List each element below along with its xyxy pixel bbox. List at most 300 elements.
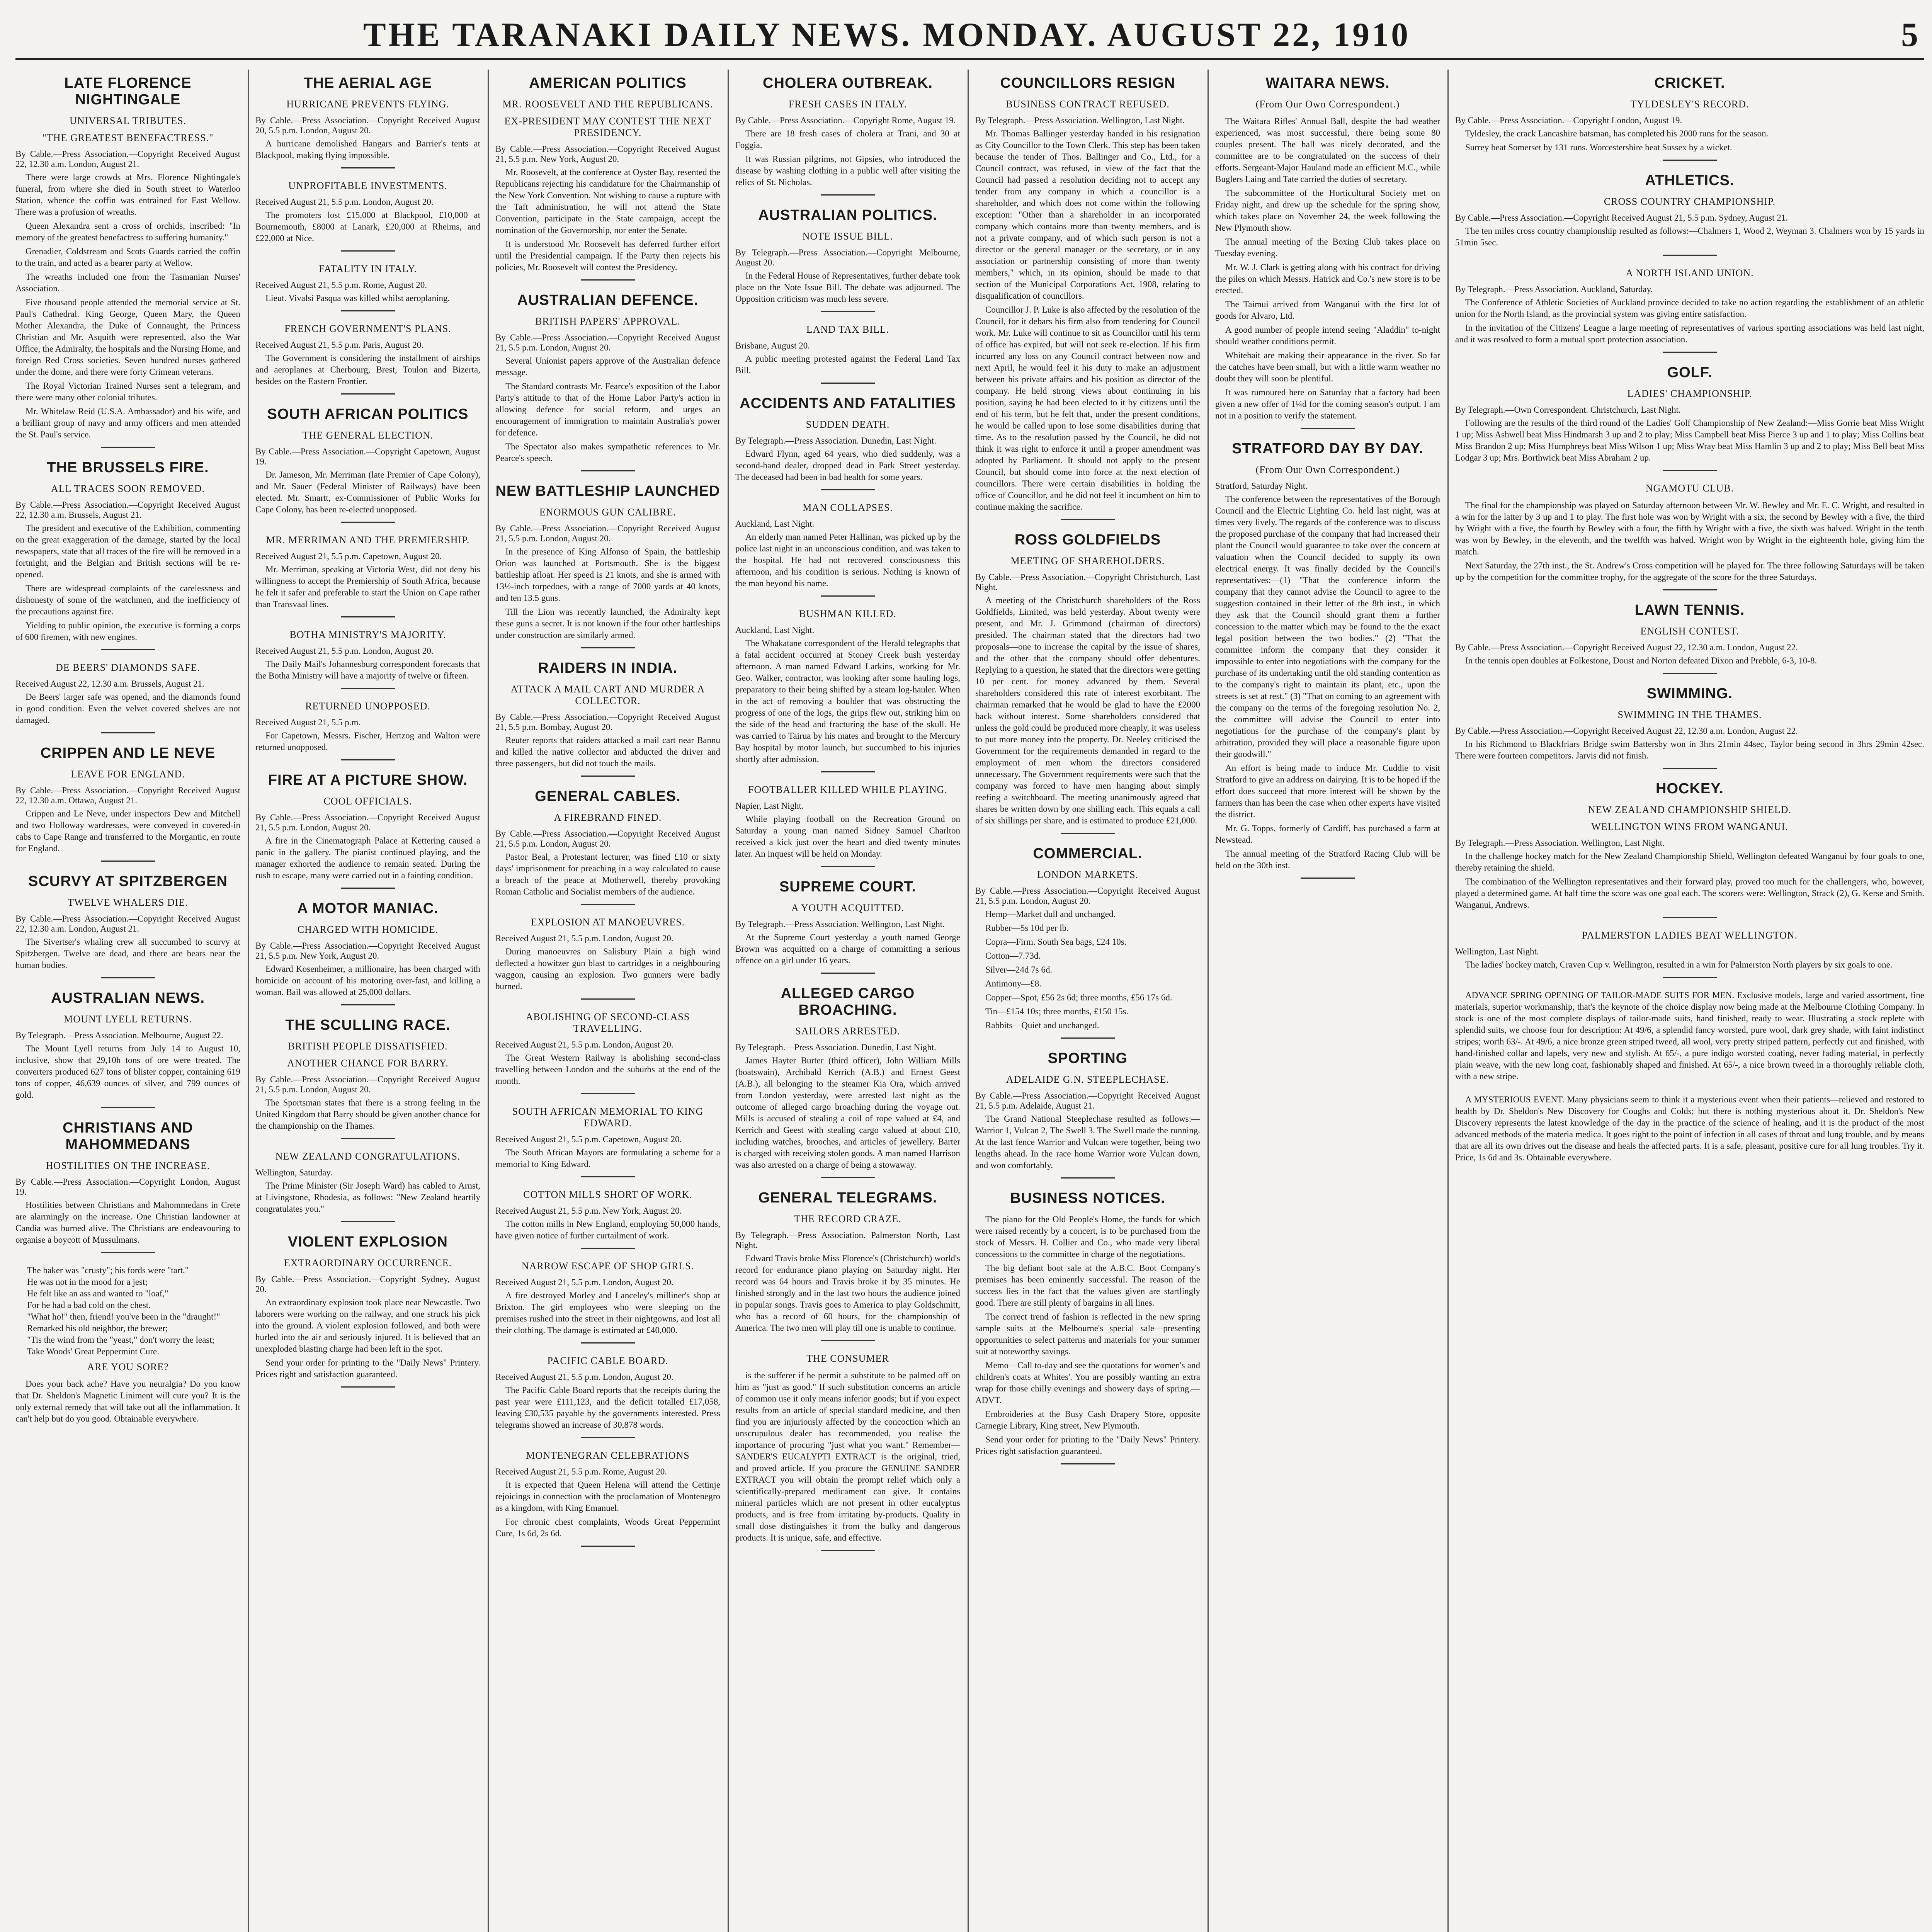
section-rule (341, 616, 395, 617)
paragraph: Mr. W. J. Clark is getting along with his contract for driving the piles on which Messrs. Hatrick and Co.'s new store is to be erected. (1215, 262, 1440, 295)
subheading: DE BEERS' DIAMONDS SAFE. (56, 662, 200, 673)
headline: WAITARA NEWS. (1265, 75, 1390, 91)
column-2 (255, 70, 480, 1932)
story (1455, 364, 1924, 471)
subheading: MOUNT LYELL RETURNS. (64, 1014, 192, 1025)
paragraph: At the Supreme Court yesterday a youth named George Brown was acquitted on a charge of committing a serious offence on a girl under 16 years. (735, 932, 960, 965)
headline: GOLF. (1667, 364, 1713, 381)
story (975, 532, 1200, 834)
subheading: MONTENEGRAN CELEBRATIONS (526, 1450, 690, 1461)
section-rule (581, 279, 635, 281)
story (1455, 267, 1924, 353)
section-rule (821, 311, 875, 312)
dateline: Received August 21, 5.5 p.m. Rome, August 20. (495, 1467, 667, 1476)
subheading: MEETING OF SHAREHOLDERS. (1010, 555, 1165, 566)
verse-line: For he had a bad cold on the chest. (27, 1300, 151, 1310)
subheading: ANOTHER CHANCE FOR BARRY. (287, 1058, 449, 1069)
subheading: ATTACK A MAIL CART AND MURDER A COLLECTOR. (510, 684, 705, 706)
story (975, 1190, 1200, 1464)
section-rule (581, 904, 635, 905)
paragraph: An extraordinary explosion took place near Newcastle. Two laborers were working on the railway, and one struck his pick into the ground. A violent explosion followed, and both were hurled into the air and seriously injured. It is believed that an unexploded blasting charge had been left in the spot. (255, 1298, 480, 1354)
column-6 (1215, 70, 1440, 1932)
subheading: PACIFIC CABLE BOARD. (547, 1355, 668, 1366)
paragraph: Copra—Firm. South Sea bags, £24 10s. (985, 937, 1127, 947)
section-rule (821, 1340, 875, 1341)
subheading: UNPROFITABLE INVESTMENTS. (288, 180, 447, 191)
section-rule (341, 1138, 395, 1139)
paragraph: The big defiant boot sale at the A.B.C. Boot Company's premises has been eminently successful. The reason of the success lies in the fact that the values given are startlingly good. There are still plenty of bargains in all lines. (975, 1263, 1200, 1308)
subheading: CHARGED WITH HOMICIDE. (297, 924, 439, 935)
section-rule (581, 1248, 635, 1249)
paragraph: The Spectator also makes sympathetic references to Mr. Pearce's speech. (495, 442, 720, 463)
section-rule (1663, 352, 1717, 353)
paragraph: Edward Kosenheimer, a millionaire, has been charged with homicide on account of his motoring over-fast, and killing a woman. Bail was allowed at 25,000 dollars. (255, 964, 480, 997)
headline: BUSINESS NOTICES. (1010, 1190, 1165, 1206)
section-rule (101, 861, 155, 862)
subheading: HURRICANE PREVENTS FLYING. (286, 99, 449, 110)
section-rule (1663, 917, 1717, 918)
story (255, 406, 480, 523)
section-rule (1663, 589, 1717, 590)
story (1455, 781, 1924, 918)
story (735, 1353, 960, 1551)
section-rule (1301, 428, 1355, 429)
paragraph: During manoeuvres on Salisbury Plain a high wind deflected a howitzer gun blast to cartridges in a neighbouring waggon, causing an explosion. Two gunners were badly burned. (495, 947, 720, 991)
dateline: By Cable.—Press Association.—Copyright Received August 22, 12.30 a.m. London, August 21. (15, 914, 240, 934)
headline: SWIMMING. (1646, 685, 1733, 702)
paragraph: The Prime Minister (Sir Joseph Ward) has cabled to Arnst, at Livingstone, Rhodesia, as follows: "New Zealand heartily congratulates you." (255, 1181, 480, 1214)
headline: CRICKET. (1654, 75, 1725, 91)
dateline: By Cable.—Press Association.—Copyright Rome, August 19. (735, 116, 956, 125)
paragraph: For chronic chest complaints, Woods Great Peppermint Cure, 1s 6d, 2s 6d. (495, 1517, 720, 1538)
paragraph: Mr. Roosevelt, at the conference at Oyster Bay, resented the Republicans rejecting his candidature for the Chairmanship of the New York Convention. Not wishing to cause a rupture with the Taft administration, he will not attend the State Convention, participate in the State campaign, accept the nomination of the Governorship, nor enter the Senate. (495, 167, 720, 235)
paragraph: Tin—£154 10s; three months, £150 15s. (985, 1007, 1129, 1016)
story (1455, 75, 1924, 161)
dateline: By Cable.—Press Association.—Copyright Received August 21, 5.5 p.m. London, August 20. (975, 886, 1200, 906)
paragraph: An effort is being made to induce Mr. Cuddie to visit Stratford to give an address on dairying. It is to be hoped if the effort does succeed that more interest will be shown by the farmers than has been the case when other experts have visited the district. (1215, 763, 1440, 819)
dateline: By Telegraph.—Press Association. Wellington, Last Night. (735, 919, 945, 929)
section-rule (581, 1342, 635, 1344)
subheading: NARROW ESCAPE OF SHOP GIRLS. (521, 1260, 694, 1272)
paragraph: The Great Western Railway is abolishing second-class travelling between London and the suburbs at the end of the month. (495, 1053, 720, 1086)
verse-line: He was not in the mood for a jest; (27, 1277, 148, 1287)
dateline: By Telegraph.—Press Association. Dunedin, Last Night. (735, 436, 936, 446)
subheading: SWIMMING IN THE THAMES. (1617, 709, 1762, 720)
subheading: LONDON MARKETS. (1037, 869, 1138, 880)
subheading: LEAVE FOR ENGLAND. (71, 769, 185, 780)
paragraph: The promoters lost £15,000 at Blackpool, £10,000 at Bournemouth, £8000 at Lanark, £20,000 at Rheims, and £22,000 at Nice. (255, 210, 480, 243)
dateline: Received August 22, 12.30 a.m. Brussels, August 21. (15, 679, 204, 689)
paragraph: The Royal Victorian Trained Nurses sent a telegram, and there were many other colonial tributes. (15, 381, 240, 402)
headline: ROSS GOLDFIELDS (1014, 532, 1161, 548)
dateline: By Cable.—Press Association.—Copyright Received August 21, 5.5 p.m. London, August 20. (255, 1075, 480, 1094)
dateline: By Cable.—Press Association.—Copyright London, August 19. (15, 1177, 240, 1197)
story (1215, 440, 1440, 879)
advert-text: ADVANCE SPRING OPENING OF TAILOR-MADE SUITS FOR MEN. Exclusive models, large and varied assortment, fine materials, superior workmanship, that's the keynote of the choice display now being made at the Melbourne Clothing Company. In stock is one of the most complete displays of tailor-made suits, hand finished, ready to wear. Illustrating a stock replete with splendid suits, we choose four for description: At 49/6, a splendid fancy worsted, pure wool, dark grey shade, with faint indistinct stripes; worth 63/-. At 49/6, a nice bronze green striped tweed, all wool, very pretty striped pattern, perfectly cut and finished, with hand-finished collar and lapels, very new and stylish. At 65/-, a pure indigo worsted coating, never fading material, in perfectly plain weave, with the new long coat, fashionably shaped and finished. At 65/-, a nice brown tweed in a thoroughly reliable cloth, with a new stripe. (1455, 990, 1924, 1081)
story (735, 608, 960, 772)
paragraph: Several Unionist papers approve of the Australian defence message. (495, 356, 720, 377)
section-rule (341, 310, 395, 311)
dateline: By Telegraph.—Press Association. Auckland, Saturday. (1455, 284, 1653, 294)
paragraph: Reuter reports that raiders attacked a mail cart near Bannu and killed the native collector and abducted the driver and three passengers, but did not touch the mails. (495, 735, 720, 768)
paragraph: A public meeting protested against the Federal Land Tax Bill. (735, 354, 960, 375)
subheading: EXPLOSION AT MANOEUVRES. (531, 917, 685, 928)
paragraph: Till the Lion was recently launched, the Admiralty kept these guns a secret. It is not known if the four other battleships under construction are similarly armed. (495, 607, 720, 640)
dateline: Received August 21, 5.5 p.m. London, August 20. (255, 197, 434, 207)
paragraph: It is understood Mr. Roosevelt has deferred further effort until the Presidential campaign. If the Party then rejects his policies, Mr. Roosevelt will contest the Presidency. (495, 239, 720, 272)
section-rule (821, 194, 875, 196)
column-rule (488, 70, 489, 1932)
headline: THE SCULLING RACE. (285, 1017, 451, 1033)
paragraph: The wreaths included one from the Tasmanian Nurses' Association. (15, 272, 240, 293)
dateline: By Cable.—Press Association.—Copyright Received August 21, 5.5 p.m. New York, August 20. (495, 144, 720, 164)
paragraph: A fire destroyed Morley and Lanceley's milliner's shop at Brixton. The girl employees who were sleeping on the premises rushed into the street in their nightgowns, and lost all their clothing. The damage is estimated at £40,000. (495, 1291, 720, 1335)
subheading: ALL TRACES SOON REMOVED. (51, 483, 205, 494)
section-rule (341, 393, 395, 395)
paragraph: A good number of people intend seeing "Aladdin" to-night should weather conditions permit. (1215, 325, 1440, 346)
story (735, 324, 960, 384)
paragraph: The Conference of Athletic Societies of Auckland province decided to take no action regarding the establishment of an athletic union for the North Island, as the provincial system was giving entire satisfaction. (1455, 298, 1924, 319)
subheading: MR. ROOSEVELT AND THE REPUBLICANS. (502, 99, 713, 110)
section-rule (1061, 1463, 1115, 1464)
headline: CRIPPEN AND LE NEVE (40, 745, 216, 761)
dateline: Wellington, Last Night. (1455, 947, 1539, 956)
subheading: (From Our Own Correspondent.) (1255, 99, 1400, 110)
section-rule (341, 1221, 395, 1222)
section-rule (821, 866, 875, 867)
paragraph: Mr. G. Topps, formerly of Cardiff, has purchased a farm at Newstead. (1215, 823, 1440, 845)
dateline: By Cable.—Press Association.—Copyright Received August 21, 5.5 p.m. London, August 20. (495, 524, 720, 543)
subheading: SAILORS ARRESTED. (795, 1026, 900, 1037)
story (495, 75, 720, 281)
section-rule (1061, 833, 1115, 834)
paragraph: The annual meeting of the Stratford Racing Club will be held on the 30th inst. (1215, 849, 1440, 870)
section-rule (581, 647, 635, 648)
dateline: Brisbane, August 20. (735, 341, 810, 350)
story (255, 772, 480, 889)
paragraph: A meeting of the Christchurch shareholders of the Ross Goldfields, Limited, was held yesterday. About twenty were present, and Mr. J. Grimmond (chairman of directors) presided. The chairman stated that the directors had two proposals—one to increase the capital by the issue of shares, and the other that the company should offer debentures. Replying to a question, he stated that the directors were getting 10 per cent. for money advanced by them. Several shareholders considered this rate of interest exorbitant. The chairman remarked that he would be glad to have the £2000 back without interest. Some shareholders considered that unless the gold could be produced more cheaply, it was useless to put more money into the property. Dr. Neeley criticised the Government for the requirements demanded in regard to the employment of men whom the directors considered unnecessary. The Government requirements were such that the company was forced to have men hanging about simply reefing a switchboard. The meeting unanimously agreed that shares be written down by one shilling each. This equals a call of six shillings per share, and is estimated to produce £21,000. (975, 595, 1200, 825)
paragraph: The president and executive of the Exhibition, commenting on the great exaggeration of the damage, started by the local newspapers, state that all traces of the fire will be removed in a fortnight, and the Belgian and British sections will be re-opened. (15, 523, 240, 579)
paragraph: It is expected that Queen Helena will attend the Cettinje rejoicings in connection with the proclamation of Montenegro as a kingdom, with King Emanuel. (495, 1480, 720, 1513)
paragraph: Pastor Beal, a Protestant lecturer, was fined £10 or sixty days' imprisonment for preaching in a way calculated to cause a breach of the peace at Motherwell, thereby provoking Roman Catholic and Socialist members of the audience. (495, 852, 720, 896)
subheading: ENORMOUS GUN CALIBRE. (539, 507, 676, 518)
headline: THE BRUSSELS FIRE. (47, 459, 209, 476)
story (495, 1011, 720, 1094)
paragraph: There are 18 fresh cases of cholera at Trani, and 30 at Foggia. (735, 129, 960, 150)
dateline: By Cable.—Press Association.—Copyright Received August 21, 5.5 p.m. Bombay, August 20. (495, 712, 720, 732)
headline: CHOLERA OUTBREAK. (763, 75, 933, 91)
subheading: A NORTH ISLAND UNION. (1626, 267, 1754, 279)
paragraph: Grenadier, Coldstream and Scots Guards carried the coffin to the train, and acted as a bearer party at Wellow. (15, 247, 240, 268)
paragraph: Memo—Call to-day and see the quotations for women's and children's coats at Whites'. You are possibly wanting an extra wrap for those chilly evenings and showery days of spring.—ADVT. (975, 1361, 1200, 1405)
story (1455, 930, 1924, 978)
paragraph: The Mount Lyell returns from July 14 to August 10, inclusive, show that 29,10h tons of ore were treated. The converters produced 627 tons of blister copper, containing 619 tons of copper, 46,639 ounces of silver, and 799 ounces of gold. (15, 1044, 240, 1100)
section-rule (1663, 673, 1717, 674)
headline: STRATFORD DAY BY DAY. (1232, 440, 1423, 457)
story (1455, 172, 1924, 256)
dateline: By Telegraph.—Own Correspondent. Christchurch, Last Night. (1455, 405, 1681, 415)
paragraph: Mr. Whitelaw Reid (U.S.A. Ambassador) and his wife, and a brilliant group of navy and army officers and men attended the St. Paul's service. (15, 406, 240, 439)
dateline: By Telegraph.—Press Association.—Copyright Melbourne, August 20. (735, 248, 960, 267)
dateline: By Cable.—Press Association.—Copyright Received August 21, 5.5 p.m. New York, August 20. (255, 941, 480, 961)
subheading: TYLDESLEY'S RECORD. (1630, 99, 1749, 110)
story (495, 788, 720, 905)
section-rule (341, 167, 395, 168)
dateline: By Cable.—Press Association.—Copyright Received August 20, 5.5 p.m. London, August 20. (255, 116, 480, 135)
section-rule (821, 489, 875, 490)
story (1215, 75, 1440, 429)
section-rule (581, 1546, 635, 1547)
subheading: LADIES' CHAMPIONSHIP. (1627, 388, 1752, 399)
subheading: SUDDEN DEATH. (806, 419, 890, 430)
section-rule (821, 1550, 875, 1551)
paragraph: The ten miles cross country championship resulted as follows:—Chalmers 1, Wood 2, Weyman 3. Chalmers won by 15 yards in 51min 5sec. (1455, 226, 1924, 247)
headline: A MOTOR MANIAC. (297, 900, 439, 917)
subheading: BRITISH PEOPLE DISSATISFIED. (288, 1041, 448, 1052)
paragraph: The Sivertser's whaling crew all succumbed to scurvy at Spitzbergen. Twelve are dead, and there are bears near the human bodies. (15, 937, 240, 970)
column-rule (1447, 70, 1449, 1932)
paragraph: The Government is considering the installment of airships and aeroplanes at Cherbourg, Brest, Toulon and Bizerta, besides on the Eastern Frontier. (255, 353, 480, 386)
section-rule (1663, 768, 1717, 769)
section-rule (341, 1004, 395, 1005)
headline: CHRISTIANS AND MAHOMMEDANS (63, 1120, 193, 1153)
paragraph: The piano for the Old People's Home, the funds for which were raised recently by a concert, is to be purchased from the stock of Messrs. H. Collier and Co., who made very liberal concessions to the committee in charge of the negotiations. (975, 1214, 1200, 1259)
subheading: PALMERSTON LADIES BEAT WELLINGTON. (1582, 930, 1798, 941)
headline: GENERAL CABLES. (535, 788, 681, 804)
section-rule (1663, 160, 1717, 161)
paragraph: A hurricane demolished Hangars and Barrier's tents at Blackpool, making flying impossible. (255, 139, 480, 160)
page-number: 5 (1901, 16, 1920, 54)
paragraph: In the tennis open doubles at Folkestone, Doust and Norton defeated Dixon and Prebble, 6-3, 10-8. (1465, 656, 1817, 665)
story (495, 1106, 720, 1177)
paragraph: Hostilities between Christians and Mahommedans in Crete are alarmingly on the increase. One Christian landowner at Candia was burned alive. The Christians are endeavouring to organise a boycott of Mussulmans. (15, 1200, 240, 1245)
story (975, 1050, 1200, 1179)
paragraph: The correct trend of fashion is reflected in the new spring sample suits at the Melbourne's special sale—presenting opportunities to select patterns and materials for your summer suit at noteworthy savings. (975, 1312, 1200, 1356)
subheading: MAN COLLAPSES. (803, 502, 893, 513)
subheading: BUSINESS CONTRACT REFUSED. (1006, 99, 1170, 110)
subheading: FOOTBALLER KILLED WHILE PLAYING. (748, 784, 947, 795)
section-rule (101, 447, 155, 448)
section-rule (341, 759, 395, 760)
paragraph: Rabbits—Quiet and unchanged. (985, 1020, 1099, 1030)
paragraph: It was Russian pilgrims, not Gipsies, who introduced the disease by washing clothing in a public well after visiting the relics of St. Nicholas. (735, 154, 960, 187)
paragraph: is the sufferer if he permit a substitute to be palmed off on him as "just as good." If such substitution concerns an article of common use it only means inferior goods; but if you expect results from an article of special standard medicine, and then find you are injuriously affected by the concoction which an unscrupulous dealer has recommended, you realise the importance of procuring "just what you want." Remember—SANDER'S EUCALYPTI EXTRACT is the original, tried, and proved article. If you procure the GENUINE SANDER EXTRACT you will obtain the prompt relief which only a scientifically-prepared medicament can give. It contains mineral particles which are not present in other eucalyptus products, and is free from irritating by-products. Quality in small dose distinguishes it from the bulky and dangerous products. It is unique, safe, and effective. (735, 1371, 960, 1543)
subheading: A FIREBRAND FINED. (554, 812, 662, 823)
headline: HOCKEY. (1656, 781, 1724, 797)
paragraph: Following are the results of the third round of the Ladies' Golf Championship of New Zealand:—Miss Gorrie beat Miss Wright 1 up; Miss Ashwell beat Miss Hindmarsh 3 up and 2 to play; Miss Campbell beat Miss Pierce 3 up and 1 to play; Miss Collins beat Miss Brandon 2 up; Miss Humphreys beat Miss Wilson 1 up; Miss Wray beat Miss Hamlin 3 up and 2 to play; Miss Bell beat Miss Lodgar 3 up; Mrs. Borthwick beat Miss Abraham 2 up. (1455, 418, 1924, 463)
dateline: Received August 21, 5.5 p.m. Capetown, August 20. (255, 551, 442, 561)
dateline: Received August 21, 5.5 p.m. (255, 718, 361, 727)
subheading: BRITISH PAPERS' APPROVAL. (535, 316, 680, 327)
subheading: MR. MERRIMAN AND THE PREMIERSHIP. (266, 534, 470, 546)
verse-line: He felt like an ass and wanted to "loaf," (27, 1289, 168, 1298)
subheading: WELLINGTON WINS FROM WANGANUI. (1591, 821, 1788, 832)
subheading: HOSTILITIES ON THE INCREASE. (46, 1160, 210, 1171)
paragraph: In the Federal House of Representatives, further debate took place on the Note Issue Bill. The debate was adjourned. The Opposition criticism was much less severe. (735, 271, 960, 304)
headline: COUNCILLORS RESIGN (1000, 75, 1175, 91)
headline: FIRE AT A PICTURE SHOW. (268, 772, 468, 788)
story (495, 1189, 720, 1249)
paragraph: Cotton—7.73d. (985, 951, 1041, 961)
paragraph: The Whakatane correspondent of the Herald telegraphs that a fatal accident occurred at Stoney Creek bush yesterday afternoon. A man named Edward Larkins, working for Mr. Geo. Walker, contractor, was looking after some hauling logs, preparatory to their being shifted by a steam log-hauler. When in the act of removing a boulder that was obstructing the progress of one of the logs, the grips flew out, striking him on the side of the head and fracturing the base of the skull. He was carried to Tairua by his mates and brought to the Mercury Bay hospital by motor launch, but succumbed to his injuries shortly after admission. (735, 638, 960, 764)
paragraph: Mr. Thomas Ballinger yesterday handed in his resignation as City Councillor to the Town Clerk. This step has been taken because the tender of Thos. Ballinger and Co., Ltd., for a Council contract, was refused, in view of the fact that the Council had passed a resolution deciding not to accept any tender from any company in which a councillor is a shareholder, and which does not come within the following exception: "Other than a shareholder in an incorporated company which contains more than twenty members, and is not a private company, and of which such person is not a director or the general manager or the secretary, or in any association or partnership consisting of more than twenty members," which, in its opinion, should be made to that section of the Municipal Corporations Act, 1908, relating to disqualification of councillors. (975, 129, 1200, 301)
dateline: By Cable.—Press Association.—Copyright Sydney, August 20. (255, 1274, 480, 1294)
subheading: SOUTH AFRICAN MEMORIAL TO KING EDWARD. (512, 1106, 704, 1129)
paragraph: Yielding to public opinion, the executive is forming a corps of 600 firemen, with new engines. (15, 621, 240, 642)
advert (1455, 1094, 1924, 1163)
paragraph: De Beers' larger safe was opened, and the diamonds found in good condition. Even the velvet covered shelves are not damaged. (15, 692, 240, 725)
paragraph: Antimony—£8. (985, 979, 1042, 988)
subheading: NEW ZEALAND CONGRATULATIONS. (275, 1151, 461, 1162)
section-rule (101, 1107, 155, 1108)
verse-line: The baker was "crusty"; his fords were "tart." (27, 1265, 189, 1275)
dateline: Received August 21, 5.5 p.m. Rome, August 20. (255, 280, 427, 290)
section-rule (581, 470, 635, 471)
story (495, 1450, 720, 1547)
story (975, 75, 1200, 520)
dateline: By Cable.—Press Association.—Copyright Received August 22, 12.30 a.m. Brussels, August 21. (15, 500, 240, 520)
story (735, 879, 960, 974)
subheading: ABOLISHING OF SECOND-CLASS TRAVELLING. (526, 1011, 690, 1034)
paragraph: The ladies' hockey match, Craven Cup v. Wellington, resulted in a win for Palmerston North players by six goals to one. (1465, 960, 1893, 969)
column-rule (1208, 70, 1209, 1932)
story (15, 459, 240, 650)
paragraph: The Grand National Steeplechase resulted as follows:—Warrior 1, Vulcan 2, The Swell 3. The Swell made the running. At the last fence Warrior and Vulcan were together, being two lengths ahead. In the race home Warrior wore Vulcan down, and won comfortably. (975, 1114, 1200, 1170)
section-rule (1663, 255, 1717, 256)
subheading: THE CONSUMER (806, 1353, 889, 1364)
headline: SCURVY AT SPITZBERGEN (28, 873, 228, 889)
dateline: By Cable.—Press Association.—Copyright Received August 21, 5.5 p.m. London, August 20. (255, 813, 480, 832)
section-rule (341, 688, 395, 689)
advert-text: A MYSTERIOUS EVENT. Many physicians seem to think it a mysterious event when their patients—relieved and restored to health by Dr. Sheldon's New Discovery for Coughs and Colds; but there is nothing mysterious about it. Dr. Sheldon's New Discovery represents the latest knowledge of the day in the practice of the science of healing, and it is the product of the most advanced methods of the materia medica. It goes right to the point of infection in all cases of throat and lung trouble, and by means that are all its own drives out the disease and heals the affected parts. It is a safe, pleasant, positive cure for all lung troubles. Try it. Price, 1s 6d and 3s. Obtainable everywhere. (1455, 1095, 1924, 1162)
story (735, 75, 960, 196)
paragraph: The South African Mayors are formulating a scheme for a memorial to King Edward. (495, 1148, 720, 1169)
paragraph: In the presence of King Alfonso of Spain, the battleship Orion was launched at Portsmouth. She is the biggest battleship afloat. Her speed is 21 knots, and she is armed with 13½-inch torpedoes, with a range of 7000 yards at 40 knots, and ten 13.5 guns. (495, 547, 720, 603)
paragraph: A fire in the Cinematograph Palace at Kettering caused a panic in the gallery. The pianist continued playing, and the manager exhorted the audience to remain seated. During the rush to escape, many were carried out in a fainting condition. (255, 836, 480, 880)
column-rule (248, 70, 249, 1932)
paragraph: James Hayter Burter (third officer), John William Mills (boatswain), Archibald Kerrich (A.B.) and Ernest Geest (A.B.), all belonging to the steamer Kia Ora, which arrived from London yesterday, were arrested last night as the outcome of alleged cargo broaching during the voyage out. Mills is accused of stealing a coil of rope valued at £4, and Kerrich and Geest with stealing cargo valued at about £10, including watches, brooches, and articles of jewellery. Barter is charged with receiving stolen goods. A man named Harrison was also arrested on a charge of being a stowaway. (735, 1056, 960, 1170)
headline: SOUTH AFRICAN POLITICS (267, 406, 469, 422)
dateline: Napier, Last Night. (735, 801, 804, 811)
story (255, 900, 480, 1005)
masthead-title: THE TARANAKI DAILY NEWS. MONDAY. AUGUST 22, 1910 (363, 16, 1411, 54)
paragraph: Send your order for printing to the "Daily News" Printery. Prices right satisfaction guaranteed. (975, 1435, 1200, 1456)
headline: ALLEGED CARGO BROACHING. (781, 985, 915, 1018)
section-rule (821, 595, 875, 597)
section-rule (581, 1176, 635, 1177)
section-rule (821, 1177, 875, 1178)
section-rule (581, 1437, 635, 1438)
paragraph: There are widespread complaints of the carelessness and dishonesty of some of the watchmen, and the inefficiency of the precautions against fire. (15, 583, 240, 616)
story (15, 990, 240, 1108)
column-4 (735, 70, 960, 1932)
subheading: THE GENERAL ELECTION. (302, 430, 434, 441)
headline: LATE FLORENCE NIGHTINGALE (64, 75, 192, 108)
headline: SPORTING (1048, 1050, 1128, 1066)
subheading: EX-PRESIDENT MAY CONTEST THE NEXT PRESIDENCY. (504, 116, 711, 138)
verse-line: "Tis the wind from the "yeast," don't worry the least; (27, 1335, 215, 1345)
subheading: ARE YOU SORE? (87, 1361, 169, 1372)
paragraph: The Taimui arrived from Wanganui with the first lot of goods for Alvaro, Ltd. (1215, 299, 1440, 321)
dateline: Auckland, Last Night. (735, 519, 815, 529)
headline: ACCIDENTS AND FATALITIES (740, 395, 956, 412)
verse-advert (15, 1265, 240, 1425)
dateline: By Cable.—Press Association.—Copyright Christchurch, Last Night. (975, 572, 1200, 592)
subheading: ENGLISH CONTEST. (1640, 626, 1739, 637)
dateline: Received August 21, 5.5 p.m. London, August 20. (255, 646, 434, 656)
story (735, 395, 960, 490)
paragraph: Embroideries at the Busy Cash Drapery Store, opposite Carnegie Library, King street, New Plymouth. (975, 1409, 1200, 1430)
story (495, 1260, 720, 1344)
dateline: Received August 21, 5.5 p.m. London, August 20. (495, 934, 673, 943)
dateline: By Cable.—Press Association.—Copyright Received August 22, 12.30 a.m. Ottawa, August 21. (15, 786, 240, 805)
masthead (15, 15, 1924, 54)
paragraph: Rubber—5s 10d per lb. (985, 923, 1069, 933)
story (495, 917, 720, 1000)
dateline: By Cable.—Press Association.—Copyright Capetown, August 19. (255, 447, 480, 466)
section-rule (341, 250, 395, 252)
dateline: Wellington, Saturday. (255, 1168, 333, 1177)
section-rule (1061, 1177, 1115, 1179)
subheading: BOTHA MINISTRY'S MAJORITY. (289, 629, 446, 640)
story (255, 629, 480, 689)
paragraph: Silver—24d 7s 6d. (985, 965, 1053, 975)
paragraph: Edward Flynn, aged 64 years, who died suddenly, was a second-hand dealer, dropped dead in Park Street yesterday. The deceased had been in bad health for some years. (735, 449, 960, 482)
column-rule (968, 70, 969, 1932)
paragraph: Crippen and Le Neve, under inspectors Dew and Mitchell and two Holloway wardresses, were conveyed in covered-in cabs to Cape Range and transferred to the Morgantic, en route for England. (15, 809, 240, 853)
paragraph: Edward Travis broke Miss Florence's (Christchurch) world's record for endurance piano playing on Saturday night. Her record was 64 hours and Travis broke it by 35 minutes. He finished strongly and in the last two hours the audience joined in popular songs. Travis goes to America to play Goldschmitt, who has a record of 60 hours, for the championship of America. The two men will play till one is unable to continue. (735, 1253, 960, 1333)
paragraph: Next Saturday, the 27th inst., the St. Andrew's Cross competition will be played for. The three following Saturdays will be taken up by the competition for the committee trophy, for the aggregate of the score for the three Saturdays. (1455, 561, 1924, 582)
subheading: COTTON MILLS SHORT OF WORK. (523, 1189, 692, 1200)
section-rule (1663, 470, 1717, 471)
subheading: EXTRAORDINARY OCCURRENCE. (284, 1257, 452, 1269)
subheading: CROSS COUNTRY CHAMPIONSHIP. (1604, 196, 1776, 207)
dateline: Received August 21, 5.5 p.m. London, August 20. (495, 1372, 673, 1382)
paragraph: The Daily Mail's Johannesburg correspondent forecasts that the Botha Ministry will have a majority of twelve or fifteen. (255, 659, 480, 680)
headline: NEW BATTLESHIP LAUNCHED (495, 483, 720, 499)
paragraph: The conference between the representatives of the Borough Council and the Electric Lighting Co. held last night, was at times very lively. The regards of the conference was to discuss the proposed purchase of the company that had increased their plant the Council would guarantee to take over the concern at valuation when the Council decided to supply its own electrical energy. It was finally decided by the Council's representatives:—(1) "That the conference inform the company that they cannot advise the Council to agree to the suggestion contained in their letter of the 8th inst., in which they ask that the Council should grant them a further concession to the matter which may be found to the the exact legal position between the two bodies." (2) "That the committee inform the company that they consider it impossible to enter into negotiations with the company for the purchase of its undertaking until the old standing contention as to the company's right to maintain its plant, etc., upon the streets is set at rest." (3) "That on coming to an agreement with the company on the terms of the foregoing resolution No. 2, the committee will advise the Council to enter into negotiations for the purchase of the company's plant by arbitration, provided they will place a reasonable figure upon their goodwill." (1215, 494, 1440, 759)
paragraph: For Capetown, Messrs. Fischer, Hertzog and Walton were returned unopposed. (255, 731, 480, 752)
subheading: ADELAIDE G.N. STEEPLECHASE. (1006, 1074, 1170, 1085)
dateline: By Telegraph.—Press Association. Melbourne, August 22. (15, 1031, 223, 1040)
story (495, 483, 720, 648)
paragraph: The Waitara Rifles' Annual Ball, despite the bad weather experienced, was most successful, there being some 80 couples present. The hall was nicely decorated, and the committee are to be congratulated on the success of their efforts. Sergeant-Major Hauland made an efficient M.C., while Buglers Laing and Tate carried the duties of secretary. (1215, 116, 1440, 184)
paragraph: The Pacific Cable Board reports that the receipts during the past year were £111,123, and the deficit totalled £17,058, leaving £30,535 payable by the governments interested. Press telegrams showed an increase of 30,878 words. (495, 1385, 720, 1430)
story (255, 701, 480, 760)
section-rule (101, 732, 155, 733)
story (495, 660, 720, 777)
story (495, 292, 720, 471)
headline: COMMERCIAL. (1033, 845, 1143, 862)
dateline: By Telegraph.—Press Association. Dunedin, Last Night. (735, 1043, 936, 1052)
headline: AUSTRALIAN POLITICS. (758, 207, 937, 223)
section-rule (821, 771, 875, 772)
paragraph: Five thousand people attended the memorial service at St. Paul's Cathedral. King George, Queen Mary, the Queen Mother Alexandra, the Duke of Connaught, the Princess Christian and Mr. Asquith were represented, also the War Office, the Admiralty, the hospitals and the Nursing Home, and foreign Red Cross societies. Seven hundred nurses gathered under the dome, and there were forty Crimean veterans. (15, 298, 240, 377)
paragraph: Queen Alexandra sent a cross of orchids, inscribed: "In memory of the greatest benefactress to suffering humanity." (15, 221, 240, 242)
paragraph: While playing football on the Recreation Ground on Saturday a young man named Sidney Samuel Charlton received a kick just over the heart and died twenty minutes later. An inquest will be held on Monday. (735, 814, 960, 859)
paragraph: Tyldesley, the crack Lancashire batsman, has completed his 2000 runs for the season. (1465, 129, 1769, 138)
story (255, 534, 480, 617)
verse-line: Remarked his old neighbor, the brewer; (27, 1323, 168, 1333)
advert (1455, 990, 1924, 1082)
paragraph: It was rumoured here on Saturday that a factory had been given a new offer of 1¼d for the coming season's output. I am not in a position to verify the statement. (1215, 388, 1440, 420)
section-rule (341, 888, 395, 889)
story (1455, 602, 1924, 674)
verse-line: "What ho!" then, friend! you've been in the "draught!" (27, 1312, 220, 1321)
paragraph: In the challenge hockey match for the New Zealand Championship Shield, Wellington defeated Wanganui by four goals to one, thereby retaining the shield. (1455, 851, 1924, 872)
story (15, 1120, 240, 1253)
section-rule (341, 522, 395, 523)
